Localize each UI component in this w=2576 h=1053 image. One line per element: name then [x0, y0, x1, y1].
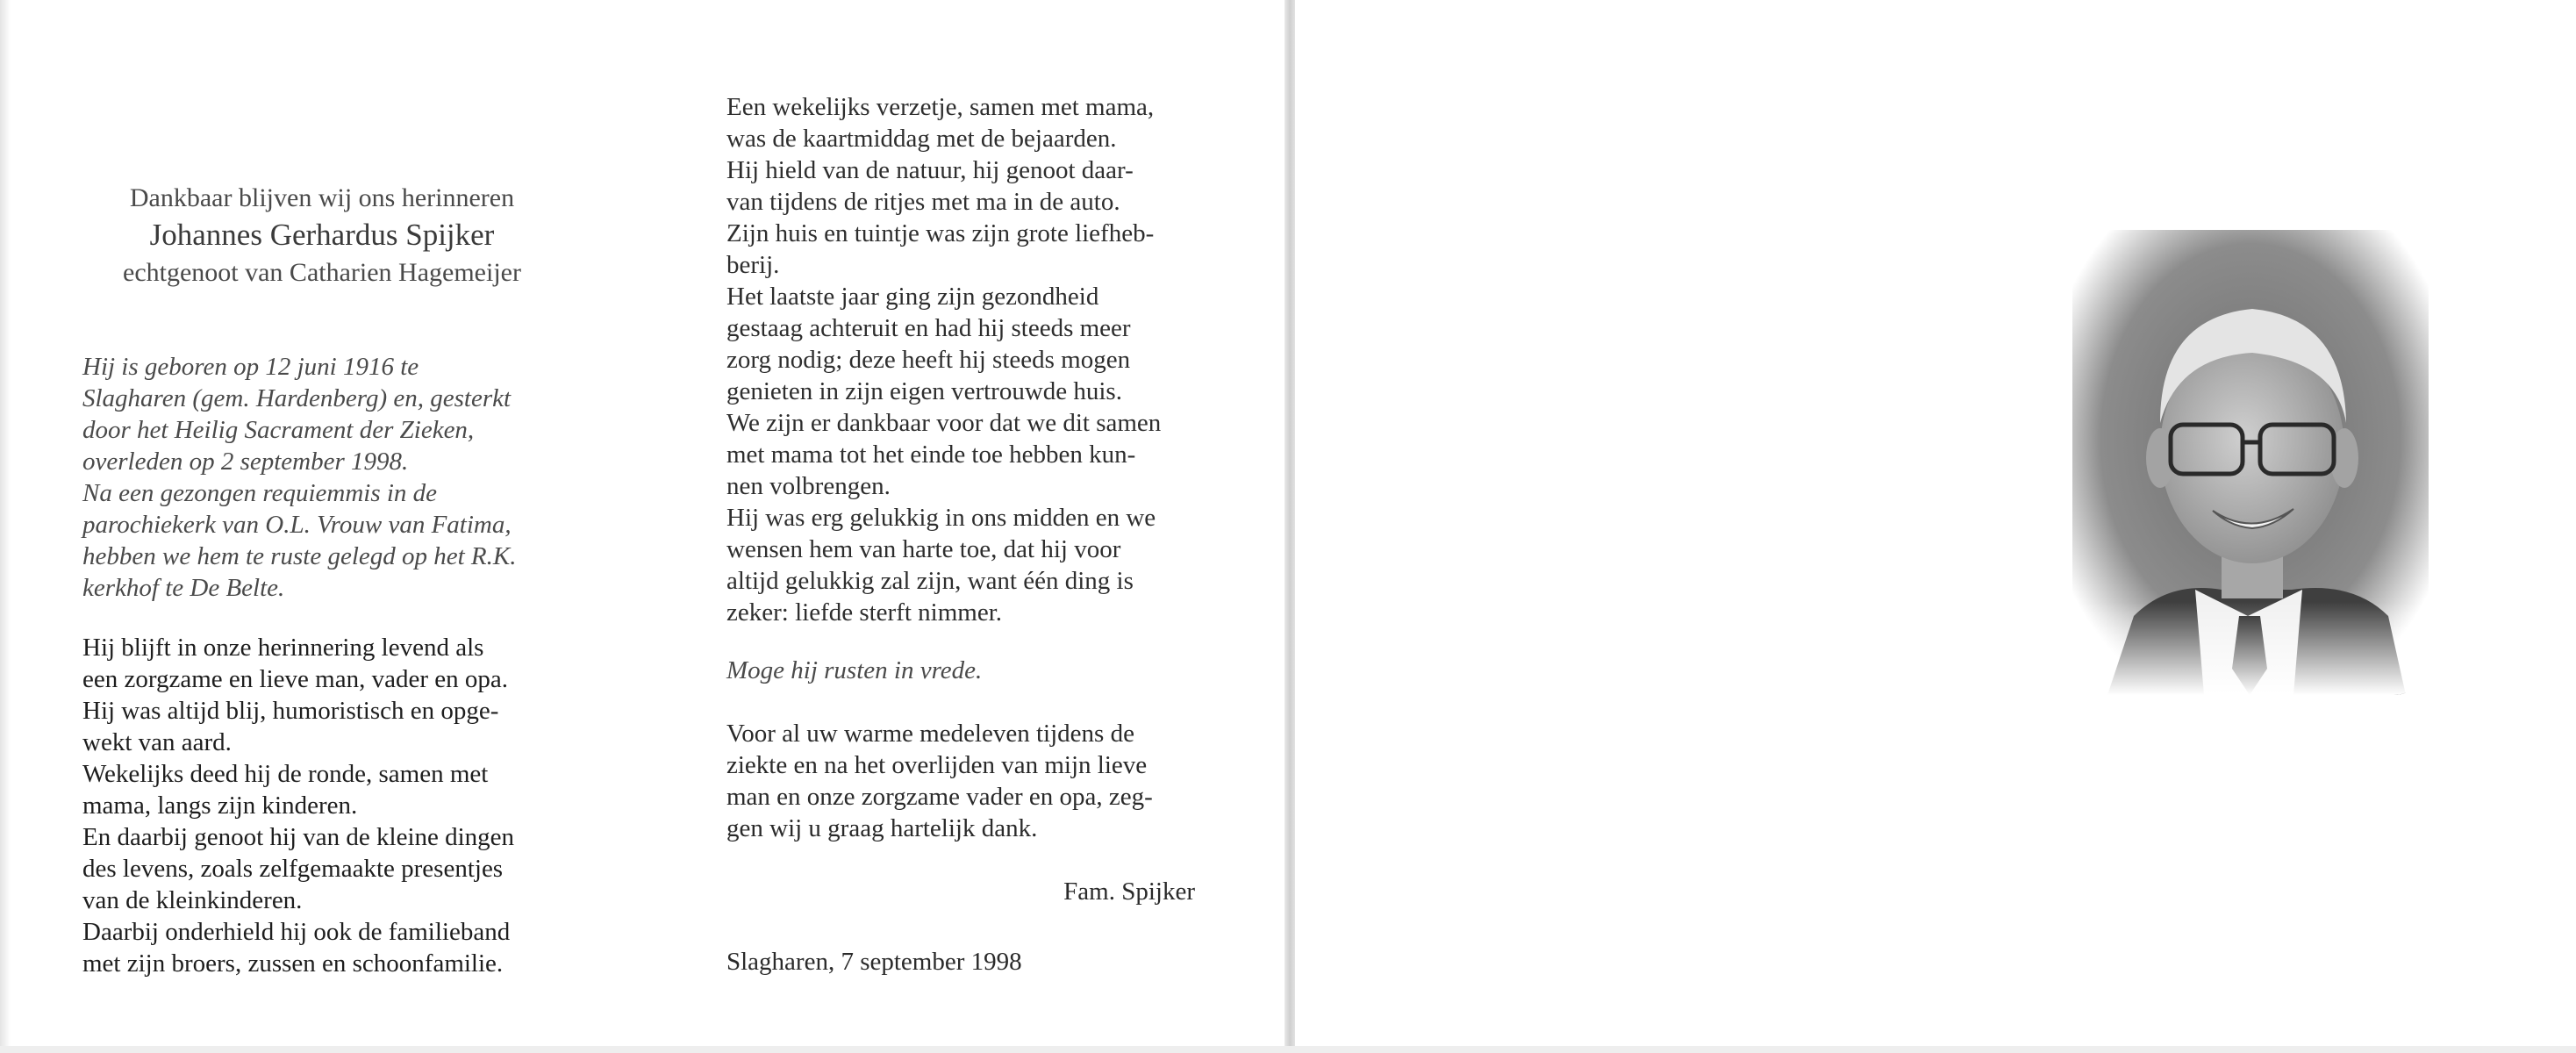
card-fold	[1284, 0, 1295, 1053]
life-paragraph	[726, 91, 1207, 628]
text-line: wensen hem van harte toe, dat hij voor	[726, 535, 1121, 563]
place-date: Slagharen, 7 september 1998	[726, 948, 1022, 976]
text-line: hebben we hem te ruste gelegd op het R.K.	[82, 542, 517, 570]
text-line: We zijn er dankbaar voor dat we dit samen	[726, 409, 1162, 437]
family-signature: Fam. Spijker	[1063, 878, 1195, 906]
text-line: Daarbij onderhield hij ook de familieband	[82, 918, 511, 946]
text-line: Hij is geboren op 12 juni 1916 te	[82, 353, 419, 381]
text-line: door het Heilig Sacrament der Zieken,	[82, 416, 475, 444]
text-line: gestaag achteruit en had hij steeds meer	[726, 314, 1131, 342]
text-line: Voor al uw warme medeleven tijdens de	[726, 720, 1134, 748]
text-line: man en onze zorgzame vader en opa, zeg-	[726, 783, 1153, 811]
spouse-line: echtgenoot van Catharien Hagemeijer	[123, 258, 521, 287]
text-line: En daarbij genoot hij van de kleine dingen	[82, 823, 515, 851]
text-line: een zorgzame en lieve man, vader en opa.	[82, 665, 508, 693]
text-line: zeker: liefde sterft nimmer.	[726, 598, 1003, 627]
text-line: nen volbrengen.	[726, 472, 891, 500]
text-line: Het laatste jaar ging zijn gezondheid	[726, 283, 1099, 311]
paper-left-edge	[0, 0, 11, 1053]
text-line: overleden op 2 september 1998.	[82, 448, 409, 476]
text-line: was de kaartmiddag met de bejaarden.	[726, 125, 1117, 153]
memory-paragraph	[82, 632, 562, 979]
text-line: ziekte en na het overlijden van mijn lieve	[726, 751, 1148, 779]
text-line: met mama tot het einde toe hebben kun-	[726, 441, 1136, 469]
text-line: van tijdens de ritjes met ma in de auto.	[726, 188, 1120, 216]
text-line: zorg nodig; deze heeft hij steeds mogen	[726, 346, 1131, 374]
text-line: altijd gelukkig zal zijn, want één ding is	[726, 567, 1134, 595]
header-intro: Dankbaar blijven wij ons herinneren	[129, 183, 515, 212]
paper-bottom-edge	[0, 1046, 2576, 1053]
birth-death-paragraph	[82, 351, 562, 604]
text-line: Een wekelijks verzetje, samen met mama,	[726, 93, 1155, 121]
text-line: Zijn huis en tuintje was zijn grote liefheb-	[726, 219, 1155, 247]
portrait-photo	[2072, 230, 2429, 695]
text-line: met zijn broers, zussen en schoonfamilie.	[82, 949, 504, 978]
text-line: genieten in zijn eigen vertrouwde huis.	[726, 377, 1122, 405]
text-line: Na een gezongen requiemmis in de	[82, 479, 438, 507]
text-line: Wekelijks deed hij de ronde, samen met	[82, 760, 489, 788]
deceased-name: Johannes Gerhardus Spijker	[149, 218, 495, 252]
text-line: Hij blijft in onze herinnering levend als	[82, 634, 484, 662]
text-line: Hij hield van de natuur, hij genoot daar-	[726, 156, 1134, 184]
blessing-line: Moge hij rusten in vrede.	[726, 656, 983, 684]
funeral-lines	[82, 477, 562, 604]
text-line: Hij was erg gelukkig in ons midden en we	[726, 504, 1156, 532]
text-line: Hij was altijd blij, humoristisch en opge-	[82, 697, 499, 725]
memorial-header	[82, 181, 562, 291]
text-line: van de kleinkinderen.	[82, 886, 303, 914]
text-line: wekt van aard.	[82, 728, 232, 756]
thanks-paragraph	[726, 718, 1207, 844]
text-line: mama, langs zijn kinderen.	[82, 792, 358, 820]
text-line: berij.	[726, 251, 780, 279]
text-line: parochiekerk van O.L. Vrouw van Fatima,	[82, 511, 512, 539]
text-line: gen wij u graag hartelijk dank.	[726, 814, 1038, 842]
text-line: kerkhof te De Belte.	[82, 574, 285, 602]
text-line: des levens, zoals zelfgemaakte presentjes	[82, 855, 504, 883]
text-line: Slagharen (gem. Hardenberg) en, gesterkt	[82, 384, 512, 412]
birth-lines	[82, 351, 562, 477]
